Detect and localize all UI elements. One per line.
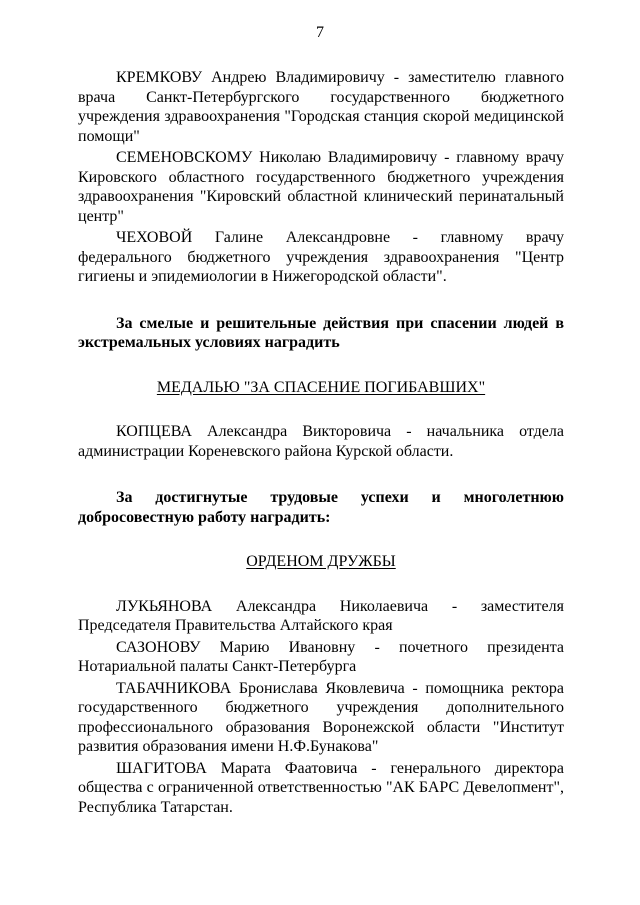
award-recipient-lukyanov: ЛУКЬЯНОВА Александра Николаевича - заместителя Председателя Правительства Алтайского края xyxy=(78,597,564,634)
page-number: 7 xyxy=(316,24,324,41)
award-recipient-koptsev: КОПЦЕВА Александра Викторовича - начальника отдела администрации Кореневского района Курской области. xyxy=(78,423,564,460)
award-recipient-sazonova: САЗОНОВУ Марию Ивановну - почетного президента Нотариальной палаты Санкт-Петербурга xyxy=(78,638,564,675)
spacer xyxy=(78,572,564,597)
section-lead-labor: За достигнутые трудовые успехи и многолетнюю добросовестную работу наградить: xyxy=(78,489,564,526)
spacer xyxy=(78,463,564,488)
spacer xyxy=(78,397,564,422)
document-body xyxy=(78,68,564,819)
section-lead-rescue: За смелые и решительные действия при спасении людей в экстремальных условиях наградить xyxy=(78,314,564,351)
spacer xyxy=(78,527,564,552)
award-recipient-shagitov: ШАГИТОВА Марата Фаатовича - генерального директора общества с ограниченной ответственностью "АК БАРС Девелопмент", Республика Татарстан. xyxy=(78,759,564,816)
award-recipient-semenovsky: СЕМЕНОВСКОМУ Николаю Владимировичу - главному врачу Кировского областного государственного бюджетного учреждения здравоохранения "Кировский областной клинический перинатальный центр" xyxy=(78,149,564,225)
award-recipient-kremkov: КРЕМКОВУ Андрею Владимировичу - заместителю главного врача Санкт-Петербургского государственного бюджетного учреждения здравоохранения "Городская станция скорой медицинской помощи" xyxy=(78,69,564,145)
award-recipient-chekhova: ЧЕХОВОЙ Галине Александровне - главному врачу федерального бюджетного учреждения здравоохранения "Центр гигиены и эпидемиологии в Нижегородской области". xyxy=(78,229,564,285)
award-heading-order: ОРДЕНОМ ДРУЖБЫ xyxy=(246,553,396,570)
spacer xyxy=(78,353,564,378)
award-recipient-tabachnikov: ТАБАЧНИКОВА Бронислава Яковлевича - помощника ректора государственного бюджетного учреждения дополнительного профессионального образования Воронежской области "Институт развития образования имени Н.Ф.Бунакова" xyxy=(78,679,564,755)
spacer xyxy=(78,289,564,314)
award-heading-medal: МЕДАЛЬЮ "ЗА СПАСЕНИЕ ПОГИБАВШИХ" xyxy=(156,378,486,396)
